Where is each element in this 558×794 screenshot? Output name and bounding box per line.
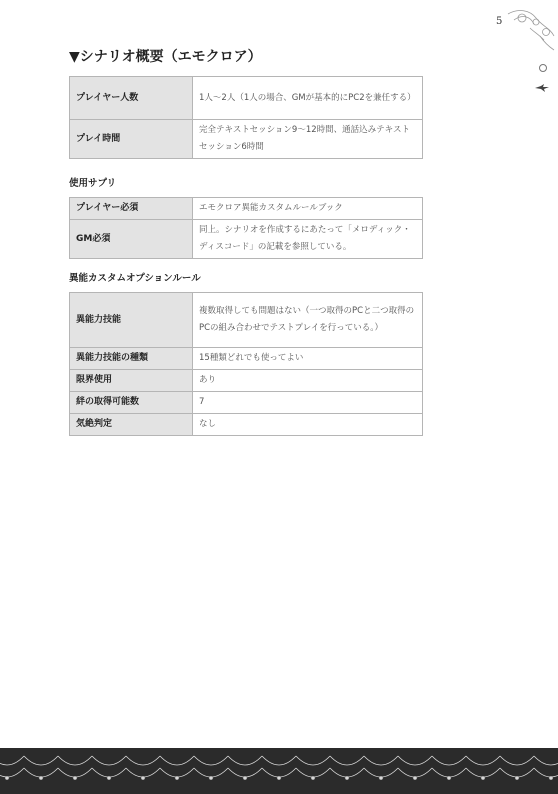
row-label: プレイ時間 [70, 120, 193, 159]
overview-table [69, 76, 423, 159]
row-value: あり [193, 370, 423, 392]
table-row [70, 198, 423, 220]
section-heading-rules: 異能カスタムオプションルール [69, 273, 201, 284]
row-value: 完全テキストセッション9～12時間、通話込みテキストセッション6時間 [193, 120, 423, 159]
circle-icon [539, 64, 547, 72]
table-row [70, 293, 423, 348]
row-label: 気絶判定 [70, 414, 193, 436]
table-row [70, 414, 423, 436]
row-value: 15種類どれでも使ってよい [193, 348, 423, 370]
apps-table [69, 197, 423, 259]
table-row [70, 370, 423, 392]
row-value: 複数取得しても問題はない（一つ取得のPCと二つ取得のPCの組み合わせでテストプレイを行っている。） [193, 293, 423, 348]
page-title: ▼シナリオ概要（エモクロア） [69, 49, 262, 65]
row-value: 1人～2人（1人の場合、GMが基本的にPC2を兼任する） [193, 77, 423, 120]
bird-icon [535, 84, 549, 92]
garland-icon [0, 748, 558, 794]
table-row [70, 120, 423, 159]
row-label: GM必須 [70, 220, 193, 259]
row-label: 絆の取得可能数 [70, 392, 193, 414]
table-row [70, 348, 423, 370]
rules-table [69, 292, 423, 436]
lace-garland-border [0, 748, 558, 794]
table-row [70, 77, 423, 120]
row-value: 7 [193, 392, 423, 414]
row-value: 同上。シナリオを作成するにあたって「メロディック・ディスコード」の記載を参照している。 [193, 220, 423, 259]
row-value: なし [193, 414, 423, 436]
table-row [70, 220, 423, 259]
row-label: 異能力技能 [70, 293, 193, 348]
row-label: 限界使用 [70, 370, 193, 392]
row-label: プレイヤー人数 [70, 77, 193, 120]
table-row [70, 392, 423, 414]
section-heading-apps: 使用サプリ [69, 178, 117, 189]
row-label: プレイヤー必須 [70, 198, 193, 220]
row-label: 異能力技能の種類 [70, 348, 193, 370]
page-number: 5 [496, 16, 503, 27]
lace-corner-ornament [500, 6, 556, 56]
row-value: エモクロア異能カスタムルールブック [193, 198, 423, 220]
